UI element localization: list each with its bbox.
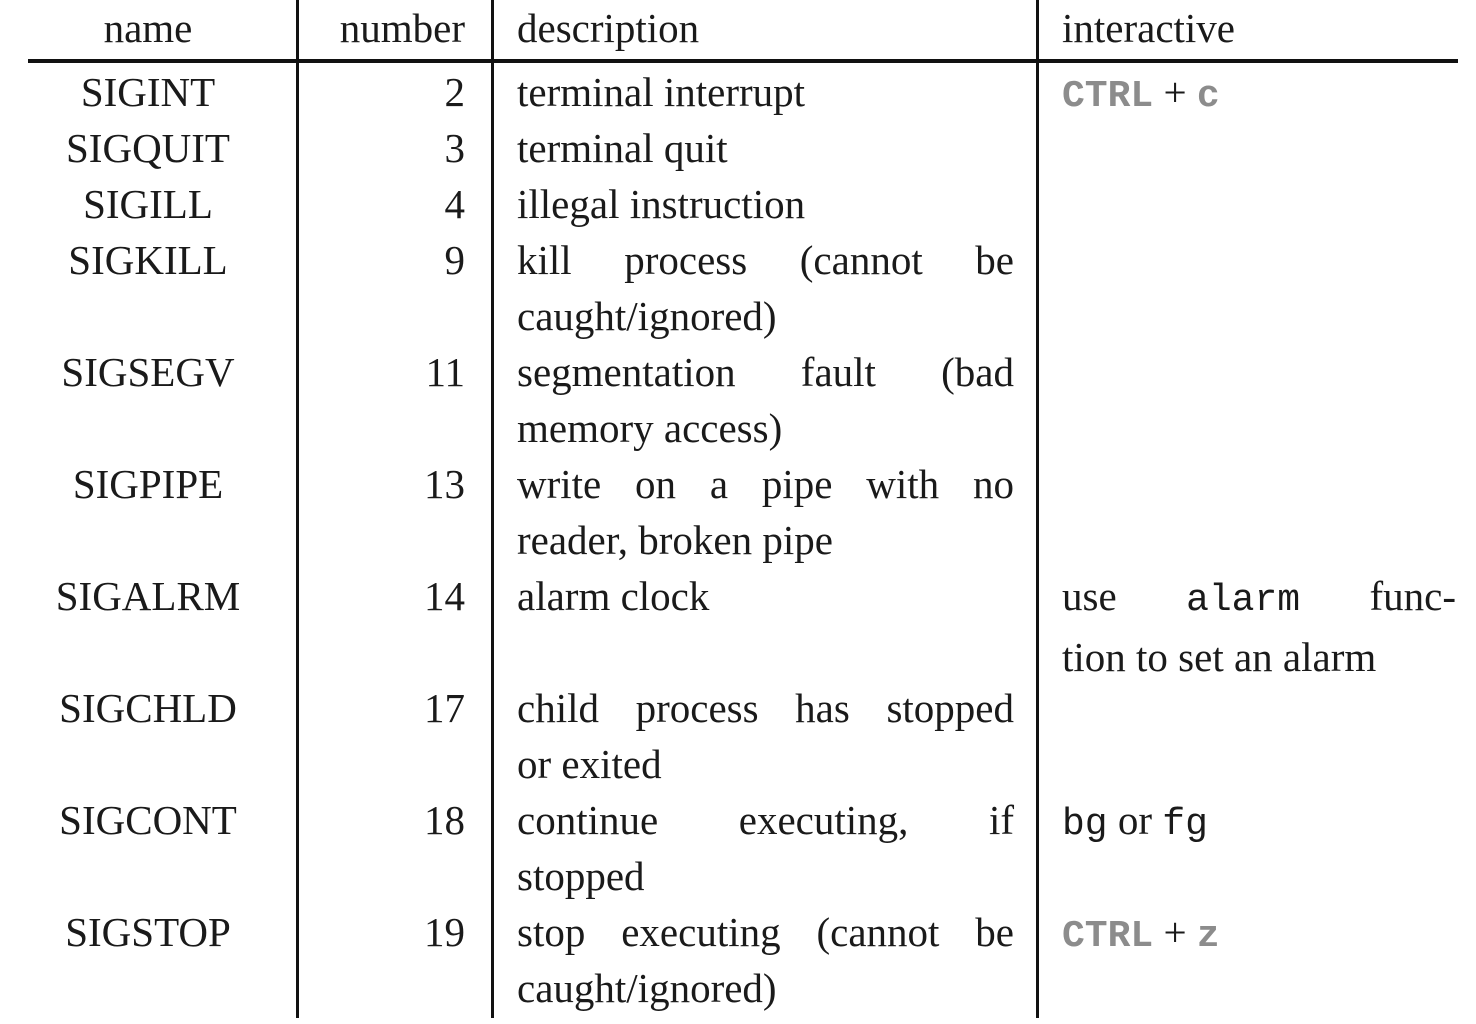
signal-description [491,792,1036,904]
header-interactive: interactive [1062,5,1236,51]
description-line: write on a pipe with no [517,461,1014,507]
description-line: reader, broken pipe [517,517,833,563]
signal-number: 9 [444,237,465,283]
signal-name: SIGILL [83,181,213,227]
description-line: terminal quit [517,125,728,171]
signal-number: 13 [424,461,465,507]
interactive-line [1062,568,1456,629]
signal-description [491,176,1036,232]
table-row-sigill [0,176,1476,232]
key-char-label: c [1196,75,1220,118]
plus-separator: + [1153,69,1197,115]
description-line: memory access) [517,405,783,451]
signal-interactive [1036,680,1476,792]
signal-number: 18 [424,797,465,843]
signal-interactive [1036,792,1476,904]
signal-number: 2 [444,69,465,115]
header-description: description [517,5,700,51]
table-header-row [0,0,1476,64]
signal-interactive [1036,64,1476,120]
signal-interactive [1036,120,1476,176]
signal-number: 19 [424,909,465,955]
signal-name: SIGSTOP [65,909,231,955]
description-line: terminal interrupt [517,69,806,115]
or-separator: or [1107,797,1163,843]
table-row-sigsegv [0,344,1476,456]
header-name: name [103,5,193,51]
alarm-function-label: alarm [1186,579,1301,622]
table-row-sigkill [0,232,1476,344]
signal-description [491,344,1036,456]
signal-number: 14 [424,573,465,619]
signal-description [491,456,1036,568]
signal-number: 11 [425,349,465,395]
signal-name: SIGINT [80,69,216,115]
signal-name: SIGCONT [59,797,237,843]
signal-name: SIGPIPE [72,461,224,507]
signal-name: SIGCHLD [59,685,237,731]
signal-name: SIGQUIT [66,125,230,171]
description-line: caught/ignored) [517,965,777,1011]
signal-name: SIGKILL [68,237,228,283]
table-row-sigstop [0,904,1476,1016]
signal-number: 17 [424,685,465,731]
description-line: caught/ignored) [517,293,777,339]
description-line: child process has stopped [517,685,1014,731]
table-row-sigchld [0,680,1476,792]
description-line: stop executing (cannot be [517,909,1014,955]
signal-interactive [1036,176,1476,232]
signal-name: SIGALRM [55,573,241,619]
signal-interactive [1036,456,1476,568]
signal-description [491,904,1036,1016]
description-line: stopped [517,853,645,899]
table-row-sigalrm [0,568,1476,680]
signal-description [491,120,1036,176]
plus-separator: + [1153,909,1197,955]
description-line: segmentation fault (bad [517,349,1014,395]
interactive-text: use [1062,573,1187,619]
ctrl-key-label: CTRL [1062,75,1154,118]
signal-interactive [1036,568,1476,680]
signal-interactive [1036,344,1476,456]
signal-number: 4 [444,181,465,227]
fg-command-label: fg [1162,803,1208,846]
description-line: or exited [517,741,662,787]
bg-command-label: bg [1062,803,1108,846]
header-number: number [339,5,465,51]
table-row-sigquit [0,120,1476,176]
description-line: illegal instruction [517,181,806,227]
signal-number: 3 [444,125,465,171]
interactive-text: func- [1300,573,1456,619]
signal-description [491,568,1036,680]
signal-interactive [1036,232,1476,344]
signal-name: SIGSEGV [61,349,235,395]
interactive-line: tion to set an alarm [1062,634,1377,680]
signal-description [491,680,1036,792]
signal-description [491,232,1036,344]
ctrl-key-label: CTRL [1062,915,1154,958]
table-row-sigint [0,64,1476,120]
description-line: alarm clock [517,573,710,619]
description-line: continue executing, if [517,797,1014,843]
signal-description [491,64,1036,120]
key-char-label: z [1196,915,1220,958]
description-line: kill process (cannot be [517,237,1014,283]
table-row-sigcont [0,792,1476,904]
table-row-sigpipe [0,456,1476,568]
signal-interactive [1036,904,1476,1016]
